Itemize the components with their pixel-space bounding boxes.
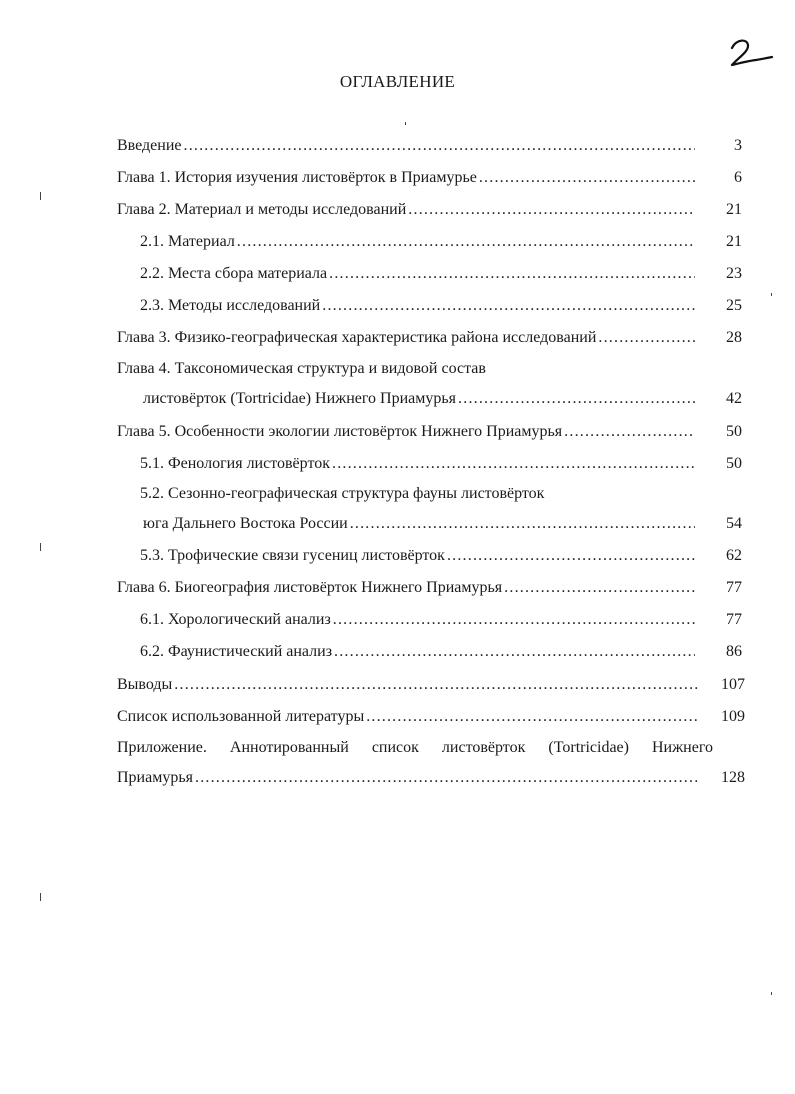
toc-entry-appendix[interactable] xyxy=(117,768,745,788)
toc-leader-dots xyxy=(322,296,695,316)
toc-page-number: 50 xyxy=(726,455,742,472)
toc-page-number: 42 xyxy=(726,390,742,407)
toc-label: листовёрток (Tortricidae) Нижнего Приамурья xyxy=(143,390,457,407)
toc-entry-references[interactable] xyxy=(117,707,745,727)
toc-label: Введение xyxy=(117,137,182,154)
toc-entry-section-2-3[interactable] xyxy=(140,296,742,316)
toc-page-number: 50 xyxy=(726,423,742,440)
toc-label: Выводы xyxy=(117,676,173,693)
toc-entry-section-5-2-line1[interactable]: 5.2. Сезонно-географическая структура фауны листовёрток xyxy=(140,485,545,502)
toc-leader-dots xyxy=(598,328,695,348)
toc-leader-dots xyxy=(447,546,695,566)
toc-entry-section-5-3[interactable] xyxy=(140,546,742,566)
toc-leader-dots xyxy=(184,136,696,156)
toc-label: Глава 5. Особенности экологии листовёрток Нижнего Приамурья xyxy=(117,423,563,440)
toc-leader-dots xyxy=(479,168,695,188)
toc-entry-section-5-1[interactable] xyxy=(140,454,742,474)
toc-page-number: 107 xyxy=(721,676,745,693)
toc-leader-dots xyxy=(564,422,695,442)
toc-page-number: 23 xyxy=(726,265,742,282)
toc-entry-section-5-2[interactable] xyxy=(143,514,742,534)
toc-leader-dots xyxy=(329,264,695,284)
toc-entry-section-2-2[interactable] xyxy=(140,264,742,284)
scan-mark xyxy=(40,543,41,551)
toc-entry-chapter-4[interactable] xyxy=(143,389,742,409)
toc-label: юга Дальнего Востока России xyxy=(143,515,348,532)
toc-leader-dots xyxy=(332,454,695,474)
scan-mark xyxy=(40,192,41,200)
toc-page-number: 21 xyxy=(726,201,742,218)
toc-leader-dots xyxy=(195,768,698,788)
toc-entry-section-6-2[interactable] xyxy=(140,642,742,662)
toc-leader-dots xyxy=(366,707,698,727)
scan-mark xyxy=(40,893,41,901)
toc-label: 2.3. Методы исследований xyxy=(140,297,321,314)
page-title: ОГЛАВЛЕНИЕ xyxy=(339,72,456,91)
toc-page-number: 77 xyxy=(726,611,742,628)
toc-leader-dots xyxy=(333,610,695,630)
toc-page-number: 77 xyxy=(726,579,742,596)
toc-label: 2.2. Места сбора материала xyxy=(140,265,328,282)
toc-page-number: 62 xyxy=(726,547,742,564)
toc-label: Глава 2. Материал и методы исследований xyxy=(117,201,407,218)
toc-entry-chapter-6[interactable] xyxy=(117,578,742,598)
toc-label: 5.3. Трофические связи гусениц листовёрток xyxy=(140,547,445,564)
toc-page-number: 28 xyxy=(726,329,742,346)
toc-label: 2.1. Материал xyxy=(140,233,235,250)
toc-label: Список использованной литературы xyxy=(117,708,365,725)
toc-entry-section-2-1[interactable] xyxy=(140,232,742,252)
toc-page-number: 128 xyxy=(721,769,745,786)
toc-label: 6.2. Фаунистический анализ xyxy=(140,643,333,660)
toc-entry-chapter-1[interactable] xyxy=(117,168,742,188)
toc-entry-appendix-line1[interactable]: Приложение. Аннотированный список листовёрток (Tortricidae) Нижнего xyxy=(117,739,713,756)
toc-entry-chapter-2[interactable] xyxy=(117,200,742,220)
toc-label: 6.1. Хорологический анализ xyxy=(140,611,331,628)
toc-entry-chapter-3[interactable] xyxy=(117,328,742,348)
toc-leader-dots xyxy=(350,514,695,534)
toc-page-number: 21 xyxy=(726,233,742,250)
toc-label: 5.1. Фенология листовёрток xyxy=(140,455,330,472)
toc-page-number: 109 xyxy=(721,708,745,725)
toc-entry-chapter-4-line1[interactable]: Глава 4. Таксономическая структура и видовой состав xyxy=(117,360,486,377)
toc-leader-dots xyxy=(408,200,695,220)
toc-page-number: 6 xyxy=(734,169,742,186)
toc-label: Приамурья xyxy=(117,769,193,786)
toc-entry-section-6-1[interactable] xyxy=(140,610,742,630)
scan-mark xyxy=(771,293,772,296)
toc-label: Глава 6. Биогеография листовёрток Нижнего Приамурья xyxy=(117,579,503,596)
scan-mark xyxy=(405,122,406,125)
toc-leader-dots xyxy=(504,578,695,598)
toc-entry-conclusions[interactable] xyxy=(117,675,745,695)
toc-label: Глава 3. Физико-географическая характеристика района исследований xyxy=(117,329,597,346)
toc-label: Глава 1. История изучения листовёрток в Приамурье xyxy=(117,169,477,186)
toc-entry-introduction[interactable] xyxy=(117,136,742,156)
toc-leader-dots xyxy=(237,232,695,252)
toc-leader-dots xyxy=(458,389,695,409)
toc-page-number: 86 xyxy=(726,643,742,660)
scan-mark xyxy=(771,992,772,995)
toc-page-number: 25 xyxy=(726,297,742,314)
toc-entry-chapter-5[interactable] xyxy=(117,422,742,442)
toc-leader-dots xyxy=(334,642,695,662)
toc-page-number: 54 xyxy=(726,515,742,532)
toc-leader-dots xyxy=(174,675,698,695)
toc-page-number: 3 xyxy=(734,137,742,154)
